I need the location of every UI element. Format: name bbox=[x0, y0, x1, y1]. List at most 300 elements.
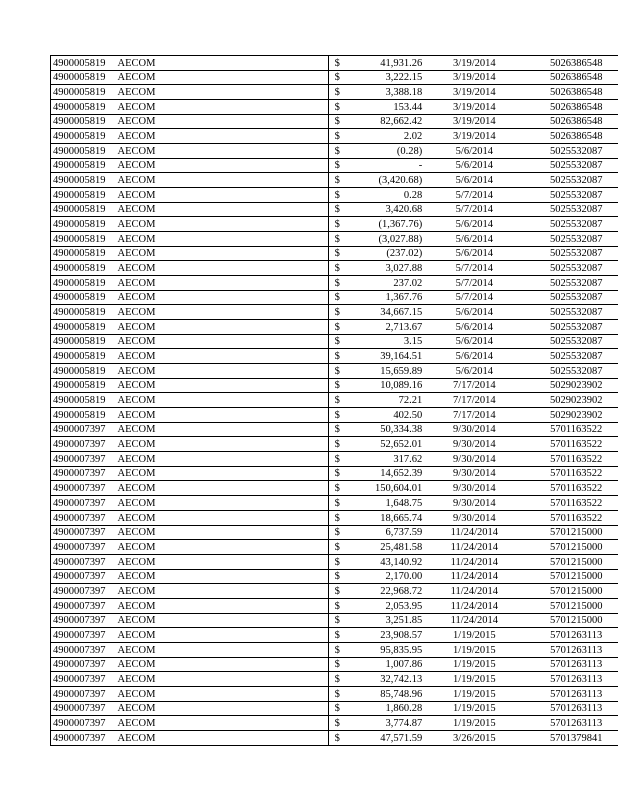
table-row bbox=[51, 686, 618, 701]
po-cell[interactable]: 4900007397 bbox=[51, 569, 118, 584]
invoice-cell[interactable]: 5029023902 bbox=[520, 393, 618, 408]
vendor-cell[interactable]: AECOM bbox=[117, 481, 328, 496]
amount-cell[interactable]: 1,648.75 bbox=[344, 496, 429, 511]
currency-cell[interactable]: $ bbox=[328, 598, 344, 613]
date-cell[interactable]: 9/30/2014 bbox=[428, 452, 520, 467]
invoice-cell[interactable]: 5701263113 bbox=[520, 628, 618, 643]
currency-cell[interactable]: $ bbox=[328, 554, 344, 569]
vendor-cell[interactable]: AECOM bbox=[117, 437, 328, 452]
invoice-cell[interactable]: 5025532087 bbox=[520, 173, 618, 188]
amount-cell[interactable]: 3.15 bbox=[344, 334, 429, 349]
date-cell[interactable]: 9/30/2014 bbox=[428, 437, 520, 452]
currency-cell[interactable]: $ bbox=[328, 364, 344, 379]
amount-cell[interactable]: 150,604.01 bbox=[344, 481, 429, 496]
date-cell[interactable]: 5/6/2014 bbox=[428, 320, 520, 335]
date-cell[interactable]: 1/19/2015 bbox=[428, 672, 520, 687]
po-cell[interactable]: 4900005819 bbox=[51, 100, 118, 115]
vendor-cell[interactable]: AECOM bbox=[117, 158, 328, 173]
po-cell[interactable]: 4900007397 bbox=[51, 584, 118, 599]
date-cell[interactable]: 5/6/2014 bbox=[428, 144, 520, 159]
po-cell[interactable]: 4900007397 bbox=[51, 554, 118, 569]
vendor-cell[interactable]: AECOM bbox=[117, 56, 328, 71]
vendor-cell[interactable]: AECOM bbox=[117, 364, 328, 379]
po-cell[interactable]: 4900007397 bbox=[51, 613, 118, 628]
invoice-cell[interactable]: 5701163522 bbox=[520, 510, 618, 525]
date-cell[interactable]: 1/19/2015 bbox=[428, 628, 520, 643]
vendor-cell[interactable]: AECOM bbox=[117, 510, 328, 525]
amount-cell[interactable]: 50,334.38 bbox=[344, 422, 429, 437]
currency-cell[interactable]: $ bbox=[328, 100, 344, 115]
date-cell[interactable]: 3/19/2014 bbox=[428, 114, 520, 129]
currency-cell[interactable]: $ bbox=[328, 452, 344, 467]
amount-cell[interactable]: 15,659.89 bbox=[344, 364, 429, 379]
invoice-cell[interactable]: 5701379841 bbox=[520, 730, 618, 745]
invoice-cell[interactable]: 5026386548 bbox=[520, 85, 618, 100]
po-cell[interactable]: 4900005819 bbox=[51, 232, 118, 247]
po-cell[interactable]: 4900005819 bbox=[51, 56, 118, 71]
date-cell[interactable]: 11/24/2014 bbox=[428, 613, 520, 628]
amount-cell[interactable]: 18,665.74 bbox=[344, 510, 429, 525]
date-cell[interactable]: 5/7/2014 bbox=[428, 290, 520, 305]
invoice-cell[interactable]: 5701163522 bbox=[520, 422, 618, 437]
vendor-cell[interactable]: AECOM bbox=[117, 466, 328, 481]
date-cell[interactable]: 7/17/2014 bbox=[428, 408, 520, 423]
po-cell[interactable]: 4900007397 bbox=[51, 525, 118, 540]
invoice-cell[interactable]: 5025532087 bbox=[520, 276, 618, 291]
invoice-cell[interactable]: 5701215000 bbox=[520, 584, 618, 599]
currency-cell[interactable]: $ bbox=[328, 129, 344, 144]
date-cell[interactable]: 3/26/2015 bbox=[428, 730, 520, 745]
invoice-cell[interactable]: 5025532087 bbox=[520, 320, 618, 335]
amount-cell[interactable]: 317.62 bbox=[344, 452, 429, 467]
vendor-cell[interactable]: AECOM bbox=[117, 672, 328, 687]
invoice-cell[interactable]: 5025532087 bbox=[520, 217, 618, 232]
currency-cell[interactable]: $ bbox=[328, 305, 344, 320]
invoice-cell[interactable]: 5025532087 bbox=[520, 334, 618, 349]
amount-cell[interactable]: (3,420.68) bbox=[344, 173, 429, 188]
vendor-cell[interactable]: AECOM bbox=[117, 525, 328, 540]
table-row bbox=[51, 613, 618, 628]
vendor-cell[interactable]: AECOM bbox=[117, 657, 328, 672]
table-row bbox=[51, 730, 618, 745]
vendor-cell[interactable]: AECOM bbox=[117, 422, 328, 437]
vendor-cell[interactable]: AECOM bbox=[117, 730, 328, 745]
po-cell[interactable]: 4900007397 bbox=[51, 686, 118, 701]
po-cell[interactable]: 4900005819 bbox=[51, 408, 118, 423]
amount-cell[interactable]: 25,481.58 bbox=[344, 540, 429, 555]
date-cell[interactable]: 1/19/2015 bbox=[428, 716, 520, 731]
date-cell[interactable]: 9/30/2014 bbox=[428, 481, 520, 496]
date-cell[interactable]: 3/19/2014 bbox=[428, 56, 520, 71]
amount-cell[interactable]: 3,420.68 bbox=[344, 202, 429, 217]
po-cell[interactable]: 4900005819 bbox=[51, 378, 118, 393]
po-cell[interactable]: 4900007397 bbox=[51, 496, 118, 511]
po-cell[interactable]: 4900005819 bbox=[51, 173, 118, 188]
po-cell[interactable]: 4900007397 bbox=[51, 657, 118, 672]
currency-cell[interactable]: $ bbox=[328, 378, 344, 393]
vendor-cell[interactable]: AECOM bbox=[117, 320, 328, 335]
vendor-cell[interactable]: AECOM bbox=[117, 496, 328, 511]
amount-cell[interactable]: 14,652.39 bbox=[344, 466, 429, 481]
po-cell[interactable]: 4900005819 bbox=[51, 261, 118, 276]
date-cell[interactable]: 3/19/2014 bbox=[428, 70, 520, 85]
vendor-cell[interactable]: AECOM bbox=[117, 188, 328, 203]
amount-cell[interactable]: 47,571.59 bbox=[344, 730, 429, 745]
vendor-cell[interactable]: AECOM bbox=[117, 569, 328, 584]
invoice-cell[interactable]: 5025532087 bbox=[520, 305, 618, 320]
currency-cell[interactable]: $ bbox=[328, 466, 344, 481]
table-row bbox=[51, 217, 618, 232]
table-row bbox=[51, 290, 618, 305]
amount-cell[interactable]: 22,968.72 bbox=[344, 584, 429, 599]
currency-cell[interactable]: $ bbox=[328, 408, 344, 423]
currency-cell[interactable]: $ bbox=[328, 672, 344, 687]
invoice-cell[interactable]: 5701215000 bbox=[520, 569, 618, 584]
amount-cell[interactable]: 41,931.26 bbox=[344, 56, 429, 71]
invoice-cell[interactable]: 5025532087 bbox=[520, 232, 618, 247]
currency-cell[interactable]: $ bbox=[328, 349, 344, 364]
amount-cell[interactable]: 32,742.13 bbox=[344, 672, 429, 687]
amount-cell[interactable]: 6,737.59 bbox=[344, 525, 429, 540]
vendor-cell[interactable]: AECOM bbox=[117, 100, 328, 115]
date-cell[interactable]: 5/6/2014 bbox=[428, 364, 520, 379]
invoice-cell[interactable]: 5701263113 bbox=[520, 686, 618, 701]
amount-cell[interactable]: (3,027.88) bbox=[344, 232, 429, 247]
vendor-cell[interactable]: AECOM bbox=[117, 701, 328, 716]
currency-cell[interactable]: $ bbox=[328, 584, 344, 599]
currency-cell[interactable]: $ bbox=[328, 158, 344, 173]
invoice-cell[interactable]: 5701163522 bbox=[520, 437, 618, 452]
invoice-cell[interactable]: 5701163522 bbox=[520, 481, 618, 496]
vendor-cell[interactable]: AECOM bbox=[117, 232, 328, 247]
po-cell[interactable]: 4900005819 bbox=[51, 305, 118, 320]
invoice-cell[interactable]: 5701263113 bbox=[520, 716, 618, 731]
currency-cell[interactable]: $ bbox=[328, 686, 344, 701]
invoice-cell[interactable]: 5025532087 bbox=[520, 144, 618, 159]
table-row bbox=[51, 481, 618, 496]
currency-cell[interactable]: $ bbox=[328, 510, 344, 525]
invoice-cell[interactable]: 5025532087 bbox=[520, 158, 618, 173]
vendor-cell[interactable]: AECOM bbox=[117, 642, 328, 657]
table-row bbox=[51, 85, 618, 100]
invoice-cell[interactable]: 5029023902 bbox=[520, 408, 618, 423]
currency-cell[interactable]: $ bbox=[328, 114, 344, 129]
invoice-cell[interactable]: 5701263113 bbox=[520, 701, 618, 716]
table-row bbox=[51, 378, 618, 393]
invoice-cell[interactable]: 5025532087 bbox=[520, 246, 618, 261]
date-cell[interactable]: 3/19/2014 bbox=[428, 85, 520, 100]
table-row bbox=[51, 349, 618, 364]
vendor-cell[interactable]: AECOM bbox=[117, 628, 328, 643]
vendor-cell[interactable]: AECOM bbox=[117, 70, 328, 85]
date-cell[interactable]: 11/24/2014 bbox=[428, 598, 520, 613]
table-row bbox=[51, 334, 618, 349]
vendor-cell[interactable]: AECOM bbox=[117, 305, 328, 320]
currency-cell[interactable]: $ bbox=[328, 496, 344, 511]
vendor-cell[interactable]: AECOM bbox=[117, 598, 328, 613]
currency-cell[interactable]: $ bbox=[328, 613, 344, 628]
currency-cell[interactable]: $ bbox=[328, 525, 344, 540]
amount-cell[interactable]: - bbox=[344, 158, 429, 173]
invoice-cell[interactable]: 5701215000 bbox=[520, 540, 618, 555]
amount-cell[interactable]: 34,667.15 bbox=[344, 305, 429, 320]
amount-cell[interactable]: 3,222.15 bbox=[344, 70, 429, 85]
currency-cell[interactable]: $ bbox=[328, 730, 344, 745]
table-row bbox=[51, 422, 618, 437]
currency-cell[interactable]: $ bbox=[328, 70, 344, 85]
table-row bbox=[51, 408, 618, 423]
vendor-cell[interactable]: AECOM bbox=[117, 349, 328, 364]
po-cell[interactable]: 4900005819 bbox=[51, 70, 118, 85]
date-cell[interactable]: 11/24/2014 bbox=[428, 525, 520, 540]
currency-cell[interactable]: $ bbox=[328, 437, 344, 452]
invoice-cell[interactable]: 5701215000 bbox=[520, 613, 618, 628]
date-cell[interactable]: 1/19/2015 bbox=[428, 642, 520, 657]
invoice-cell[interactable]: 5701263113 bbox=[520, 642, 618, 657]
invoice-cell[interactable]: 5026386548 bbox=[520, 129, 618, 144]
po-cell[interactable]: 4900005819 bbox=[51, 217, 118, 232]
currency-cell[interactable]: $ bbox=[328, 85, 344, 100]
invoice-cell[interactable]: 5025532087 bbox=[520, 261, 618, 276]
vendor-cell[interactable]: AECOM bbox=[117, 217, 328, 232]
vendor-cell[interactable]: AECOM bbox=[117, 584, 328, 599]
amount-cell[interactable]: 3,251.85 bbox=[344, 613, 429, 628]
amount-cell[interactable]: 402.50 bbox=[344, 408, 429, 423]
date-cell[interactable]: 7/17/2014 bbox=[428, 393, 520, 408]
invoice-cell[interactable]: 5029023902 bbox=[520, 378, 618, 393]
po-cell[interactable]: 4900007397 bbox=[51, 422, 118, 437]
currency-cell[interactable]: $ bbox=[328, 540, 344, 555]
po-cell[interactable]: 4900005819 bbox=[51, 188, 118, 203]
date-cell[interactable]: 3/19/2014 bbox=[428, 129, 520, 144]
amount-cell[interactable]: 0.28 bbox=[344, 188, 429, 203]
po-cell[interactable]: 4900005819 bbox=[51, 334, 118, 349]
currency-cell[interactable]: $ bbox=[328, 232, 344, 247]
invoice-cell[interactable]: 5026386548 bbox=[520, 56, 618, 71]
invoice-cell[interactable]: 5025532087 bbox=[520, 364, 618, 379]
vendor-cell[interactable]: AECOM bbox=[117, 408, 328, 423]
amount-cell[interactable]: 39,164.51 bbox=[344, 349, 429, 364]
currency-cell[interactable]: $ bbox=[328, 188, 344, 203]
date-cell[interactable]: 11/24/2014 bbox=[428, 569, 520, 584]
po-cell[interactable]: 4900005819 bbox=[51, 158, 118, 173]
date-cell[interactable]: 1/19/2015 bbox=[428, 686, 520, 701]
vendor-cell[interactable]: AECOM bbox=[117, 686, 328, 701]
invoice-cell[interactable]: 5026386548 bbox=[520, 70, 618, 85]
po-cell[interactable]: 4900005819 bbox=[51, 393, 118, 408]
table-body bbox=[51, 56, 618, 746]
date-cell[interactable]: 5/7/2014 bbox=[428, 202, 520, 217]
currency-cell[interactable]: $ bbox=[328, 217, 344, 232]
po-cell[interactable]: 4900007397 bbox=[51, 672, 118, 687]
po-cell[interactable]: 4900007397 bbox=[51, 540, 118, 555]
currency-cell[interactable]: $ bbox=[328, 202, 344, 217]
table-row bbox=[51, 144, 618, 159]
amount-cell[interactable]: (237.02) bbox=[344, 246, 429, 261]
date-cell[interactable]: 3/19/2014 bbox=[428, 100, 520, 115]
po-cell[interactable]: 4900005819 bbox=[51, 129, 118, 144]
po-cell[interactable]: 4900007397 bbox=[51, 642, 118, 657]
vendor-cell[interactable]: AECOM bbox=[117, 290, 328, 305]
po-cell[interactable]: 4900005819 bbox=[51, 202, 118, 217]
invoice-cell[interactable]: 5026386548 bbox=[520, 100, 618, 115]
currency-cell[interactable]: $ bbox=[328, 320, 344, 335]
vendor-cell[interactable]: AECOM bbox=[117, 540, 328, 555]
table-row bbox=[51, 569, 618, 584]
po-cell[interactable]: 4900007397 bbox=[51, 481, 118, 496]
amount-cell[interactable]: 10,089.16 bbox=[344, 378, 429, 393]
currency-cell[interactable]: $ bbox=[328, 393, 344, 408]
po-cell[interactable]: 4900005819 bbox=[51, 276, 118, 291]
invoice-cell[interactable]: 5701215000 bbox=[520, 525, 618, 540]
date-cell[interactable]: 1/19/2015 bbox=[428, 657, 520, 672]
amount-cell[interactable]: 1,367.76 bbox=[344, 290, 429, 305]
po-cell[interactable]: 4900005819 bbox=[51, 349, 118, 364]
currency-cell[interactable]: $ bbox=[328, 569, 344, 584]
date-cell[interactable]: 9/30/2014 bbox=[428, 422, 520, 437]
date-cell[interactable]: 5/6/2014 bbox=[428, 305, 520, 320]
date-cell[interactable]: 9/30/2014 bbox=[428, 466, 520, 481]
invoice-cell[interactable]: 5701215000 bbox=[520, 598, 618, 613]
invoice-cell[interactable]: 5026386548 bbox=[520, 114, 618, 129]
amount-cell[interactable]: 72.21 bbox=[344, 393, 429, 408]
vendor-cell[interactable]: AECOM bbox=[117, 716, 328, 731]
vendor-cell[interactable]: AECOM bbox=[117, 276, 328, 291]
currency-cell[interactable]: $ bbox=[328, 173, 344, 188]
amount-cell[interactable]: 3,774.87 bbox=[344, 716, 429, 731]
vendor-cell[interactable]: AECOM bbox=[117, 393, 328, 408]
vendor-cell[interactable]: AECOM bbox=[117, 85, 328, 100]
amount-cell[interactable]: 23,908.57 bbox=[344, 628, 429, 643]
amount-cell[interactable]: 3,388.18 bbox=[344, 85, 429, 100]
currency-cell[interactable]: $ bbox=[328, 261, 344, 276]
po-cell[interactable]: 4900007397 bbox=[51, 701, 118, 716]
invoice-cell[interactable]: 5701215000 bbox=[520, 554, 618, 569]
invoice-cell[interactable]: 5701263113 bbox=[520, 657, 618, 672]
currency-cell[interactable]: $ bbox=[328, 276, 344, 291]
currency-cell[interactable]: $ bbox=[328, 246, 344, 261]
table-row bbox=[51, 173, 618, 188]
date-cell[interactable]: 11/24/2014 bbox=[428, 554, 520, 569]
date-cell[interactable]: 9/30/2014 bbox=[428, 496, 520, 511]
currency-cell[interactable]: $ bbox=[328, 481, 344, 496]
po-cell[interactable]: 4900007397 bbox=[51, 510, 118, 525]
vendor-cell[interactable]: AECOM bbox=[117, 129, 328, 144]
date-cell[interactable]: 5/7/2014 bbox=[428, 261, 520, 276]
po-cell[interactable]: 4900005819 bbox=[51, 85, 118, 100]
vendor-cell[interactable]: AECOM bbox=[117, 114, 328, 129]
amount-cell[interactable]: 43,140.92 bbox=[344, 554, 429, 569]
vendor-cell[interactable]: AECOM bbox=[117, 334, 328, 349]
table-row bbox=[51, 202, 618, 217]
invoice-cell[interactable]: 5701163522 bbox=[520, 466, 618, 481]
amount-cell[interactable]: 1,007.86 bbox=[344, 657, 429, 672]
vendor-cell[interactable]: AECOM bbox=[117, 144, 328, 159]
vendor-cell[interactable]: AECOM bbox=[117, 554, 328, 569]
date-cell[interactable]: 5/7/2014 bbox=[428, 188, 520, 203]
amount-cell[interactable]: 52,652.01 bbox=[344, 437, 429, 452]
amount-cell[interactable]: (1,367.76) bbox=[344, 217, 429, 232]
currency-cell[interactable]: $ bbox=[328, 422, 344, 437]
date-cell[interactable]: 5/7/2014 bbox=[428, 276, 520, 291]
amount-cell[interactable]: 3,027.88 bbox=[344, 261, 429, 276]
invoice-cell[interactable]: 5701263113 bbox=[520, 672, 618, 687]
po-cell[interactable]: 4900007397 bbox=[51, 628, 118, 643]
date-cell[interactable]: 9/30/2014 bbox=[428, 510, 520, 525]
po-cell[interactable]: 4900005819 bbox=[51, 364, 118, 379]
currency-cell[interactable]: $ bbox=[328, 701, 344, 716]
amount-cell[interactable]: 2,713.67 bbox=[344, 320, 429, 335]
date-cell[interactable]: 5/6/2014 bbox=[428, 158, 520, 173]
currency-cell[interactable]: $ bbox=[328, 56, 344, 71]
po-cell[interactable]: 4900007397 bbox=[51, 598, 118, 613]
table-row bbox=[51, 232, 618, 247]
amount-cell[interactable]: 153.44 bbox=[344, 100, 429, 115]
po-cell[interactable]: 4900005819 bbox=[51, 144, 118, 159]
po-cell[interactable]: 4900007397 bbox=[51, 452, 118, 467]
invoice-cell[interactable]: 5701163522 bbox=[520, 452, 618, 467]
amount-cell[interactable]: 95,835.95 bbox=[344, 642, 429, 657]
date-cell[interactable]: 11/24/2014 bbox=[428, 540, 520, 555]
amount-cell[interactable]: 85,748.96 bbox=[344, 686, 429, 701]
amount-cell[interactable]: 2,053.95 bbox=[344, 598, 429, 613]
vendor-cell[interactable]: AECOM bbox=[117, 202, 328, 217]
currency-cell[interactable]: $ bbox=[328, 716, 344, 731]
amount-cell[interactable]: 2,170.00 bbox=[344, 569, 429, 584]
po-cell[interactable]: 4900005819 bbox=[51, 290, 118, 305]
po-cell[interactable]: 4900007397 bbox=[51, 466, 118, 481]
vendor-cell[interactable]: AECOM bbox=[117, 261, 328, 276]
currency-cell[interactable]: $ bbox=[328, 144, 344, 159]
currency-cell[interactable]: $ bbox=[328, 334, 344, 349]
po-cell[interactable]: 4900005819 bbox=[51, 114, 118, 129]
date-cell[interactable]: 7/17/2014 bbox=[428, 378, 520, 393]
date-cell[interactable]: 5/6/2014 bbox=[428, 173, 520, 188]
currency-cell[interactable]: $ bbox=[328, 657, 344, 672]
po-cell[interactable]: 4900005819 bbox=[51, 320, 118, 335]
invoice-cell[interactable]: 5025532087 bbox=[520, 349, 618, 364]
amount-cell[interactable]: 2.02 bbox=[344, 129, 429, 144]
vendor-cell[interactable]: AECOM bbox=[117, 173, 328, 188]
amount-cell[interactable]: (0.28) bbox=[344, 144, 429, 159]
invoice-cell[interactable]: 5025532087 bbox=[520, 290, 618, 305]
po-cell[interactable]: 4900007397 bbox=[51, 716, 118, 731]
vendor-cell[interactable]: AECOM bbox=[117, 378, 328, 393]
date-cell[interactable]: 5/6/2014 bbox=[428, 349, 520, 364]
currency-cell[interactable]: $ bbox=[328, 290, 344, 305]
vendor-cell[interactable]: AECOM bbox=[117, 613, 328, 628]
date-cell[interactable]: 11/24/2014 bbox=[428, 584, 520, 599]
invoice-cell[interactable]: 5701163522 bbox=[520, 496, 618, 511]
vendor-cell[interactable]: AECOM bbox=[117, 452, 328, 467]
date-cell[interactable]: 5/6/2014 bbox=[428, 232, 520, 247]
currency-cell[interactable]: $ bbox=[328, 642, 344, 657]
date-cell[interactable]: 5/6/2014 bbox=[428, 246, 520, 261]
po-cell[interactable]: 4900007397 bbox=[51, 730, 118, 745]
amount-cell[interactable]: 82,662.42 bbox=[344, 114, 429, 129]
invoice-cell[interactable]: 5025532087 bbox=[520, 202, 618, 217]
date-cell[interactable]: 5/6/2014 bbox=[428, 334, 520, 349]
po-cell[interactable]: 4900007397 bbox=[51, 437, 118, 452]
date-cell[interactable]: 5/6/2014 bbox=[428, 217, 520, 232]
po-cell[interactable]: 4900005819 bbox=[51, 246, 118, 261]
amount-cell[interactable]: 1,860.28 bbox=[344, 701, 429, 716]
date-cell[interactable]: 1/19/2015 bbox=[428, 701, 520, 716]
currency-cell[interactable]: $ bbox=[328, 628, 344, 643]
amount-cell[interactable]: 237.02 bbox=[344, 276, 429, 291]
vendor-cell[interactable]: AECOM bbox=[117, 246, 328, 261]
invoice-cell[interactable]: 5025532087 bbox=[520, 188, 618, 203]
